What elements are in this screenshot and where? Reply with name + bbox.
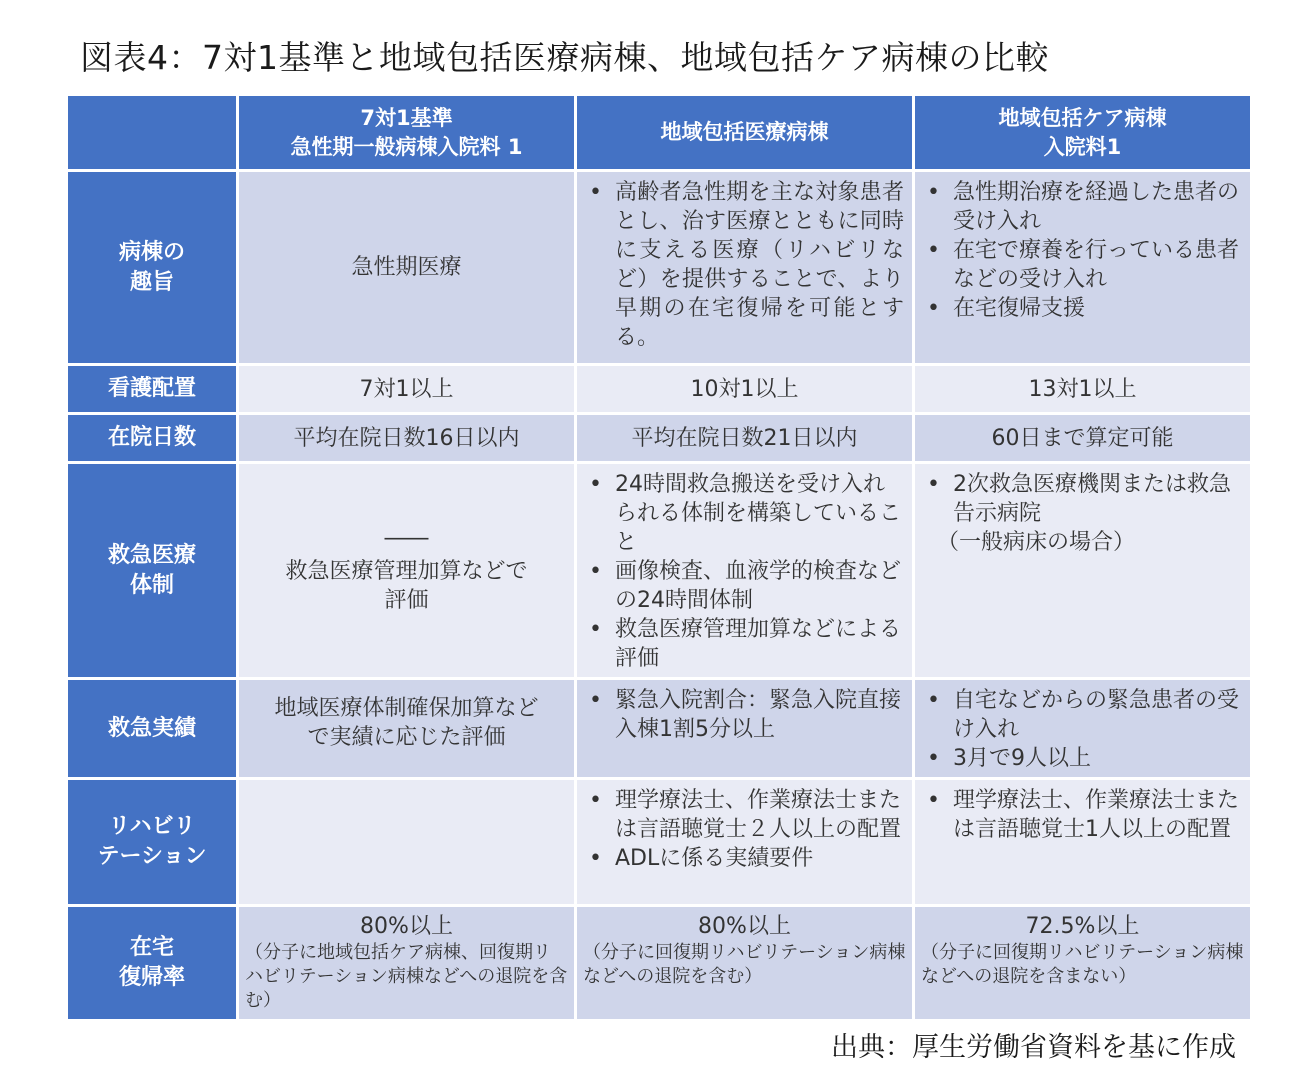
row-label-rehab: リハビリ テーション xyxy=(68,780,236,904)
rate-note: （分子に回復期リハビリテーション病棟などへの退院を含まない） xyxy=(921,942,1244,987)
comparison-table xyxy=(65,93,1253,1022)
rate-value: 80%以上 xyxy=(698,914,791,939)
cell-emergency-results-care xyxy=(915,680,1250,777)
cell-home-return-7to1 xyxy=(239,907,574,1019)
row-label-home-return: 在宅 復帰率 xyxy=(68,907,236,1019)
cell-text: 地域医療体制確保加算など で実績に応じた評価 xyxy=(274,696,539,750)
cell-purpose-7to1: 急性期医療 xyxy=(239,172,574,363)
header-corner xyxy=(68,96,236,169)
list-item: • 自宅などからの緊急患者の受け入れ xyxy=(923,686,1242,744)
cell-emergency-system-7to1 xyxy=(239,464,574,677)
cell-emergency-system-medical xyxy=(577,464,912,677)
table-row-emergency-system xyxy=(68,464,1250,677)
header-community-medical: 地域包括医療病棟 xyxy=(577,96,912,169)
table-row-rehab xyxy=(68,780,1250,904)
row-label-purpose: 病棟の 趣旨 xyxy=(68,172,236,363)
cell-home-return-medical xyxy=(577,907,912,1019)
source-note: 出典：厚生労働省資料を基に作成 xyxy=(831,1032,1236,1063)
row-label-emergency-system: 救急医療 体制 xyxy=(68,464,236,677)
figure-title: 図表4：7対1基準と地域包括医療病棟、地域包括ケア病棟の比較 xyxy=(80,38,1049,77)
list-item: • 在宅で療養を行っている患者などの受け入れ xyxy=(923,236,1242,294)
cell-stay-care: 60日まで算定可能 xyxy=(915,415,1250,461)
header-row xyxy=(68,96,1250,169)
cell-rehab-medical xyxy=(577,780,912,904)
cell-purpose-medical xyxy=(577,172,912,363)
header-7to1: 7対1基準 急性期一般病棟入院料 1 xyxy=(239,96,574,169)
list-item: • 理学療法士、作業療法士または言語聴覚士1人以上の配置 xyxy=(923,786,1242,844)
list-item: • 理学療法士、作業療法士または言語聴覚士２人以上の配置 xyxy=(585,786,904,844)
row-label-emergency-results: 救急実績 xyxy=(68,680,236,777)
row-label-stay: 在院日数 xyxy=(68,415,236,461)
cell-home-return-care xyxy=(915,907,1250,1019)
header-community-care: 地域包括ケア病棟 入院料1 xyxy=(915,96,1250,169)
cell-text: 救急医療管理加算などで 評価 xyxy=(285,558,528,613)
dash-mark: ―― xyxy=(384,525,429,551)
rate-note: （分子に回復期リハビリテーション病棟などへの退院を含む） xyxy=(583,942,906,987)
cell-emergency-results-medical xyxy=(577,680,912,777)
cell-stay-medical: 平均在院日数21日以内 xyxy=(577,415,912,461)
list-item: • 緊急入院割合：緊急入院直接入棟1割5分以上 xyxy=(585,686,904,744)
list-item: • 2次救急医療機関または救急告示病院 xyxy=(923,470,1242,528)
cell-emergency-results-7to1 xyxy=(239,680,574,777)
list-item: • 高齢者急性期を主な対象患者とし、治す医療とともに同時に支える医療（リハビリなど）を提供することで、より早期の在宅復帰を可能とする。 xyxy=(585,178,904,352)
cell-nursing-7to1: 7対1以上 xyxy=(239,366,574,412)
list-item: • 救急医療管理加算などによる評価 xyxy=(585,615,904,673)
table-row-nursing xyxy=(68,366,1250,412)
rate-note: （分子に地域包括ケア病棟、回復期リハビリテーション病棟などへの退院を含む） xyxy=(245,942,568,1011)
cell-rehab-care xyxy=(915,780,1250,904)
list-item: • 画像検査、血液学的検査などの24時間体制 xyxy=(585,557,904,615)
cell-note: （一般病床の場合） xyxy=(937,530,1136,555)
table-row-stay xyxy=(68,415,1250,461)
cell-nursing-care: 13対1以上 xyxy=(915,366,1250,412)
list-item: • 在宅復帰支援 xyxy=(923,294,1242,323)
row-label-nursing: 看護配置 xyxy=(68,366,236,412)
cell-emergency-system-care xyxy=(915,464,1250,677)
table-row-home-return xyxy=(68,907,1250,1019)
cell-rehab-7to1 xyxy=(239,780,574,904)
table-row-emergency-results xyxy=(68,680,1250,777)
list-item: • ADLに係る実績要件 xyxy=(585,844,904,873)
cell-purpose-care xyxy=(915,172,1250,363)
list-item: • 3月で9人以上 xyxy=(923,744,1242,773)
list-item: • 24時間救急搬送を受け入れられる体制を構築していること xyxy=(585,470,904,557)
rate-value: 80%以上 xyxy=(360,914,453,939)
list-item: • 急性期治療を経過した患者の受け入れ xyxy=(923,178,1242,236)
rate-value: 72.5%以上 xyxy=(1025,914,1140,939)
cell-stay-7to1: 平均在院日数16日以内 xyxy=(239,415,574,461)
table-row-purpose xyxy=(68,172,1250,363)
cell-nursing-medical: 10対1以上 xyxy=(577,366,912,412)
